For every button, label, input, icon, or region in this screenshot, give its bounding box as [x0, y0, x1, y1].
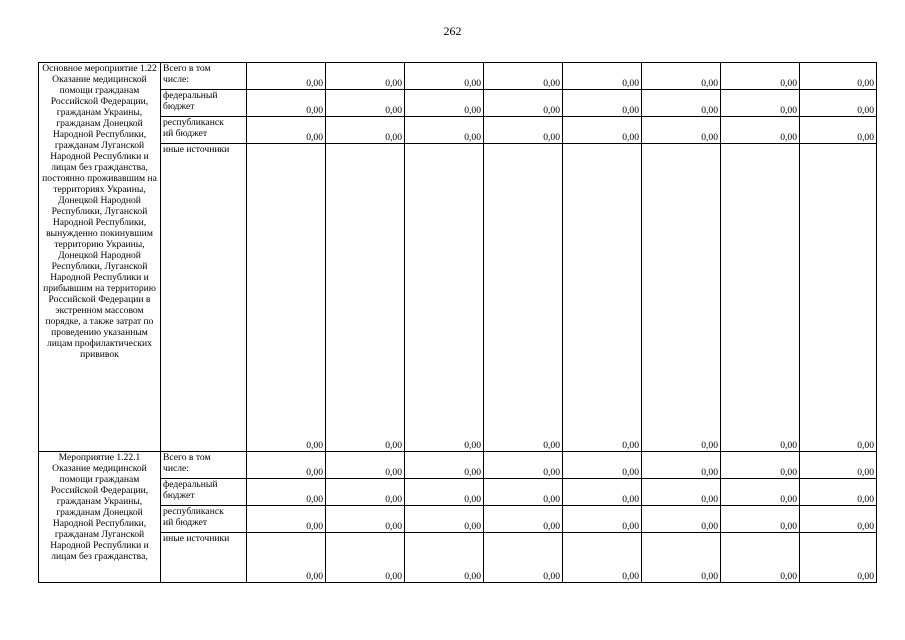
- amount-cell: 0,00: [642, 533, 721, 583]
- amount-cell: 0,00: [721, 479, 800, 506]
- amount-cell: 0,00: [247, 144, 326, 452]
- amount-cell: 0,00: [642, 144, 721, 452]
- funding-source-cell: иные источники: [161, 533, 247, 583]
- activity-name-cell: Мероприятие 1.22.1 Оказание медицинской помощи гражданам Российской Федерации, гражданам Украины, гражданам Донецкой Народной Республики, гражданам Луганской Народной Республики и лицам без гражданства,: [39, 452, 161, 583]
- amount-cell: 0,00: [800, 144, 877, 452]
- funding-source-cell: федеральный бюджет: [161, 90, 247, 117]
- amount-cell: 0,00: [721, 90, 800, 117]
- amount-cell: 0,00: [563, 144, 642, 452]
- table-row: [39, 90, 877, 117]
- amount-cell: 0,00: [326, 479, 405, 506]
- table-row: [39, 479, 877, 506]
- table-row: [39, 452, 877, 479]
- activity-name-cell: Основное мероприятие 1.22 Оказание медицинской помощи гражданам Российской Федерации, гражданам Украины, гражданам Донецкой Народной Республики, гражданам Луганской Народной Республики и лицам без гражданства, постоянно проживавшим на территориях Украины, Донецкой Народной Республики, Луганской Народной Республики, вынужденно покинувшим территорию Украины, Донецкой Народной Республики, Луганской Народной Республики и прибывшим на территорию Российской Федерации в экстренном массовом порядке, а также затрат по проведению указанным лицам профилактических прививок: [39, 63, 161, 452]
- page-number: 262: [443, 24, 462, 38]
- funding-source-cell: Всего в том числе:: [161, 452, 247, 479]
- amount-cell: 0,00: [405, 533, 484, 583]
- amount-cell: 0,00: [405, 117, 484, 144]
- amount-cell: 0,00: [405, 63, 484, 90]
- budget-table-body: [39, 63, 877, 583]
- amount-cell: 0,00: [642, 63, 721, 90]
- table-row: [39, 63, 877, 90]
- amount-cell: 0,00: [800, 117, 877, 144]
- amount-cell: 0,00: [484, 479, 563, 506]
- amount-cell: 0,00: [721, 63, 800, 90]
- amount-cell: 0,00: [247, 90, 326, 117]
- amount-cell: 0,00: [721, 452, 800, 479]
- amount-cell: 0,00: [326, 90, 405, 117]
- table-row: [39, 144, 877, 452]
- amount-cell: 0,00: [405, 506, 484, 533]
- table-row: [39, 117, 877, 144]
- amount-cell: 0,00: [563, 63, 642, 90]
- amount-cell: 0,00: [563, 506, 642, 533]
- amount-cell: 0,00: [326, 144, 405, 452]
- amount-cell: 0,00: [484, 117, 563, 144]
- table-row: [39, 533, 877, 583]
- amount-cell: 0,00: [326, 63, 405, 90]
- amount-cell: 0,00: [247, 117, 326, 144]
- amount-cell: 0,00: [563, 479, 642, 506]
- amount-cell: 0,00: [247, 533, 326, 583]
- amount-cell: 0,00: [563, 533, 642, 583]
- amount-cell: 0,00: [484, 90, 563, 117]
- amount-cell: 0,00: [642, 90, 721, 117]
- amount-cell: 0,00: [405, 90, 484, 117]
- amount-cell: 0,00: [326, 117, 405, 144]
- amount-cell: 0,00: [800, 90, 877, 117]
- amount-cell: 0,00: [800, 452, 877, 479]
- funding-source-cell: республиканск ий бюджет: [161, 117, 247, 144]
- amount-cell: 0,00: [484, 506, 563, 533]
- amount-cell: 0,00: [642, 452, 721, 479]
- amount-cell: 0,00: [247, 63, 326, 90]
- amount-cell: 0,00: [326, 533, 405, 583]
- amount-cell: 0,00: [484, 63, 563, 90]
- amount-cell: 0,00: [800, 506, 877, 533]
- amount-cell: 0,00: [484, 144, 563, 452]
- amount-cell: 0,00: [484, 452, 563, 479]
- funding-source-cell: Всего в том числе:: [161, 63, 247, 90]
- amount-cell: 0,00: [247, 506, 326, 533]
- amount-cell: 0,00: [247, 479, 326, 506]
- amount-cell: 0,00: [326, 452, 405, 479]
- amount-cell: 0,00: [563, 452, 642, 479]
- amount-cell: 0,00: [563, 90, 642, 117]
- amount-cell: 0,00: [405, 144, 484, 452]
- amount-cell: 0,00: [800, 63, 877, 90]
- amount-cell: 0,00: [721, 533, 800, 583]
- amount-cell: 0,00: [721, 117, 800, 144]
- funding-source-cell: республиканск ий бюджет: [161, 506, 247, 533]
- amount-cell: 0,00: [721, 506, 800, 533]
- amount-cell: 0,00: [326, 506, 405, 533]
- amount-cell: 0,00: [484, 533, 563, 583]
- amount-cell: 0,00: [721, 144, 800, 452]
- amount-cell: 0,00: [642, 117, 721, 144]
- budget-table: [38, 62, 877, 583]
- amount-cell: 0,00: [642, 506, 721, 533]
- funding-source-cell: федеральный бюджет: [161, 479, 247, 506]
- amount-cell: 0,00: [405, 479, 484, 506]
- amount-cell: 0,00: [405, 452, 484, 479]
- amount-cell: 0,00: [247, 452, 326, 479]
- amount-cell: 0,00: [800, 479, 877, 506]
- amount-cell: 0,00: [642, 479, 721, 506]
- amount-cell: 0,00: [800, 533, 877, 583]
- amount-cell: 0,00: [563, 117, 642, 144]
- table-row: [39, 506, 877, 533]
- funding-source-cell: иные источники: [161, 144, 247, 452]
